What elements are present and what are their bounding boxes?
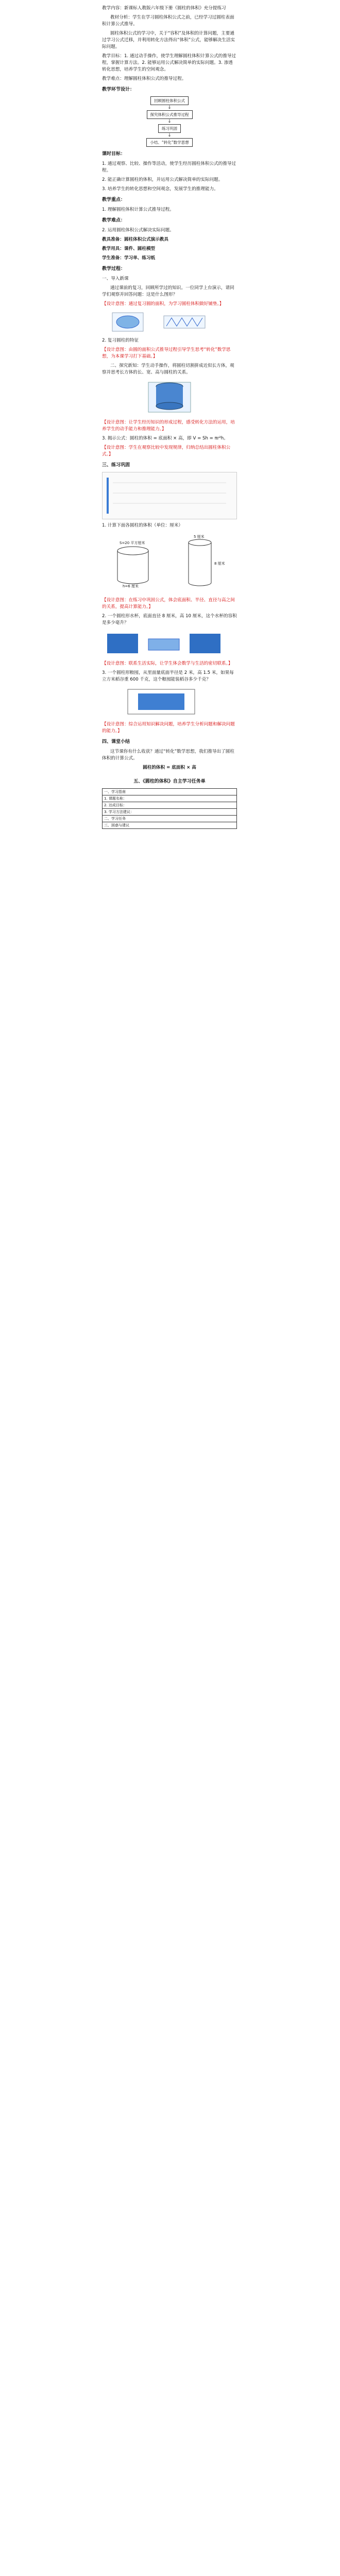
design-heading: 教学环节设计：: [102, 87, 135, 92]
task-sheet-table: [102, 788, 237, 829]
barn-diagram: [102, 686, 237, 717]
difficulty-line: 教学难点：理解圆柱体积公式的推导过程。: [102, 76, 186, 81]
analysis-detail: 圆柱体积公式的学习中，关于“容积”及体积的计算问题，主要通过学习公式迁移，并利用转化方法得出“体积”公式，能够解决生活实际问题。: [102, 31, 235, 49]
prep-line: 教学用具：课件、圆柱模型: [102, 246, 156, 251]
analysis-line: 教材分析：学生在学习圆柱体积公式之前，已经学习过圆柱表面积计算公式推导。: [102, 15, 234, 27]
design-intent: 【设计意图：联系生活实际，让学生体会数学与生活的密切联系。】: [102, 661, 233, 666]
key-line: 1. 理解圆柱体积计算公式推导过程。: [102, 207, 174, 212]
table-cell: 三、困惑与建议: [103, 822, 237, 829]
cup-diagram: [102, 630, 237, 656]
circle-figure: [102, 311, 237, 333]
flow-step-1: 回顾圆柱体积公式: [150, 96, 189, 105]
table-cell: 3. 学习方法建议：: [103, 809, 237, 816]
cylinder-b-height: 8 厘米: [214, 562, 225, 566]
cylinder-cut-diagram: [102, 379, 237, 415]
process-text: 3. 揭示公式：圆柱的体积 = 底面积 × 高，即 V = Sh = πr²h。: [102, 436, 228, 441]
slide-screenshot: [102, 472, 237, 519]
design-intent: 【设计意图：让学生经历知识的形成过程，感受转化方法的运用，培养学生的动手能力和推理能力。】: [102, 420, 235, 432]
flow-arrow: ↓: [167, 133, 172, 138]
practice-text: 2. 一个圆柱形水杯，底面直径 8 厘米，高 10 厘米，这个水杯的容积是多少毫升？: [102, 614, 237, 625]
design-intent: 【设计意图：综合运用知识解决问题，培养学生分析问题和解决问题的能力。】: [102, 722, 235, 734]
difficulty-detail: 2. 运用圆柱体积公式解决实际问题。: [102, 228, 174, 233]
design-intent: 【设计意图：通过复习圆的面积，为学习圆柱体积做好铺垫。】: [102, 301, 224, 307]
key-heading: 教学重点：: [102, 197, 126, 202]
goal-line: 2. 能正确计算圆柱的体积，并运用公式解决简单的实际问题。: [102, 177, 223, 182]
task-sheet-title: 五、《圆柱的体积》自主学习任务单: [133, 779, 206, 784]
barn-figure: [102, 686, 237, 717]
cylinder-a-height: h=6 厘米: [123, 584, 139, 588]
objectives-line: 教学目标：1. 通过动手操作，使学生理解圆柱体积计算公式的推导过程，掌握计算方法。2. 能够运用公式解决简单的实际问题。3. 渗透转化思想，培养学生的空间观念。: [102, 54, 236, 72]
summary-formula: 圆柱的体积 = 底面积 × 高: [143, 765, 196, 770]
design-intent: 【设计意图：学生在观察比较中发现规律，归纳总结出圆柱体积公式。】: [102, 445, 231, 457]
table-cell: 一、学习指南: [103, 789, 237, 795]
cylinders-figure: [102, 532, 237, 593]
practice-heading: 三、练习巩固: [102, 463, 130, 468]
difficulty-heading: 教学难点：: [102, 218, 126, 223]
goals-heading: 课时目标：: [102, 151, 126, 157]
flow-step-3: 练习巩固: [158, 124, 181, 133]
goal-line: 3. 培养学生的转化思想和空间观念，发展学生的推理能力。: [102, 187, 218, 192]
cut-figure: [102, 379, 237, 415]
process-heading: 教学过程：: [102, 266, 126, 272]
practice-text: 1. 计算下面各圆柱的体积（单位：厘米）: [102, 523, 183, 528]
flow-arrow: ↓: [167, 119, 172, 124]
prep-line: 学生准备：学习单、练习纸: [102, 256, 156, 261]
process-text: 二、探究新知：学生动手操作，将圆柱切割拼成近似长方体，观察并思考长方体的长、宽、高与圆柱的关系。: [102, 363, 234, 375]
cylinder-b-label: 5 厘米: [194, 535, 205, 539]
table-cell: 1. 课题名称：: [103, 795, 237, 802]
summary-heading: 四、课堂小结: [102, 739, 130, 744]
process-text: 通过课前的复习，回顾所学过的知识。一位同学上台演示，请同学们观察并回答问题：这是什么图形？: [102, 285, 234, 297]
goal-line: 1. 通过观察、比较、操作等活动，使学生经历圆柱体积公式的推导过程。: [102, 161, 236, 173]
slide-graphic: [103, 472, 236, 518]
flow-step-4: 小结、“转化”数学思想: [146, 138, 192, 147]
flow-arrow: ↓: [167, 105, 172, 110]
document-page: [102, 5, 237, 829]
table-cell: 二、学习任务: [103, 816, 237, 822]
summary-text: 这节课你有什么收获？通过“转化”数学思想，我们推导出了圆柱体积的计算公式。: [102, 749, 234, 761]
design-intent: 【设计意图：在练习中巩固公式，体会底面积、半径、直径与高之间的关系，提高计算能力。】: [102, 598, 235, 609]
prep-line: 教具准备：圆柱体积公式演示教具: [102, 237, 168, 242]
cup-figure: [102, 630, 237, 656]
design-flowchart: [123, 96, 216, 147]
cylinder-a-label: S=20 平方厘米: [120, 541, 145, 545]
flow-step-2: 探究体积公式推导过程: [147, 110, 193, 119]
process-step: 一、导入新课: [102, 276, 129, 281]
circle-diagram: [102, 311, 237, 333]
process-text: 2. 复习圆柱的特征: [102, 338, 139, 343]
content-line: 教学内容：新课标人教版六年级下册《圆柱的体积》充分提练习: [102, 6, 226, 11]
table-cell: 2. 达成目标：: [103, 802, 237, 809]
design-intent: 【设计意图：由圆的面积公式推导过程引导学生思考“转化”数学思想，为本课学习打下基础。】: [102, 347, 231, 359]
practice-text: 3. 一个圆柱形粮囤，从里面量底面半径是 2 米，高 1.5 米，如果每立方米稻谷重 600 千克，这个粮囤能装稻谷多少千克？: [102, 670, 234, 682]
